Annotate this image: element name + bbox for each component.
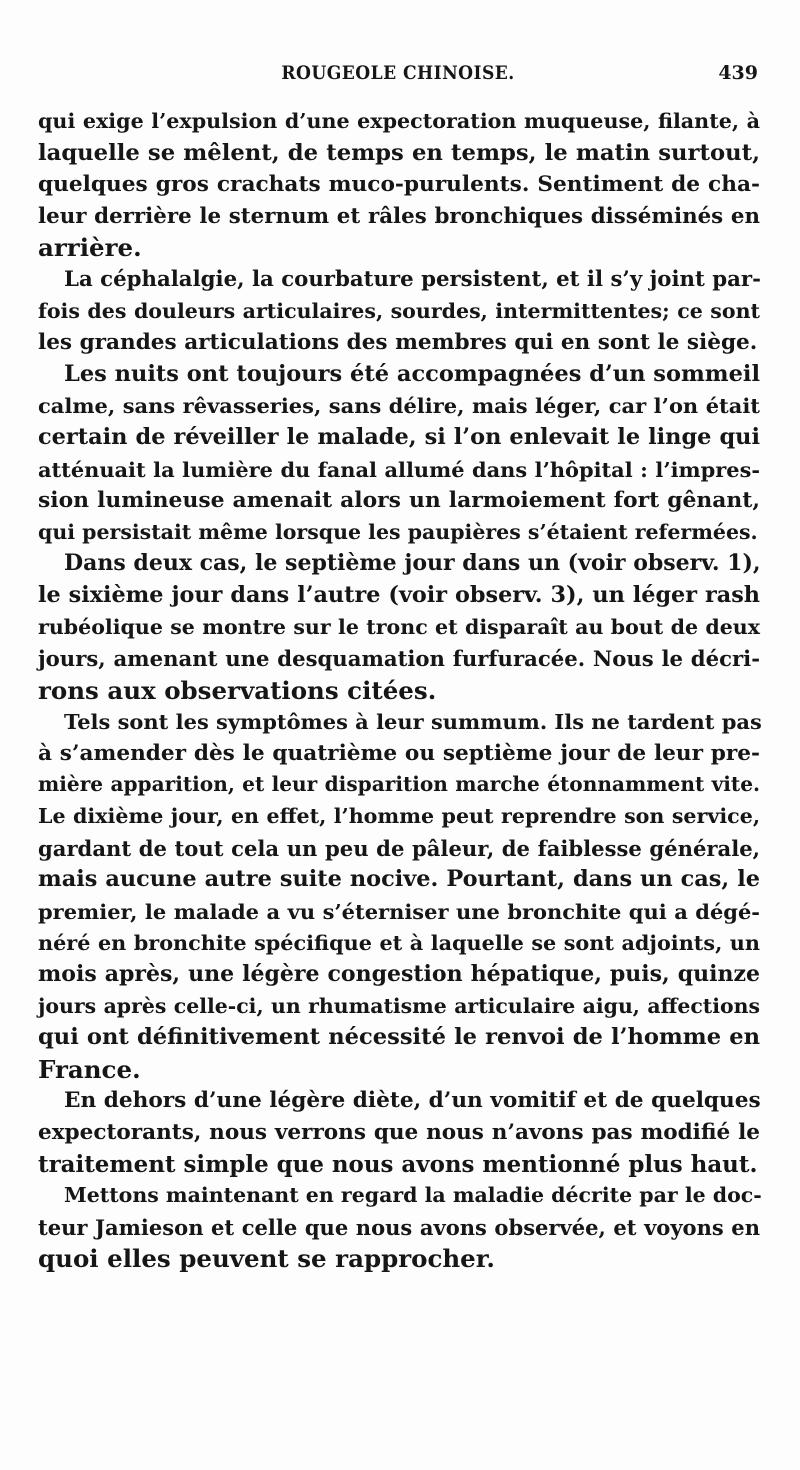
text-line: Le dixième jour, en effet, l’homme peut reprendre son service, xyxy=(38,804,760,829)
text-line: qui exige l’expulsion d’une expectoration muqueuse, filante, à xyxy=(38,109,760,133)
text-line: expectorants, nous verrons que nous n’avons pas modifié le xyxy=(38,1120,760,1145)
text-line: atténuait la lumière du fanal allumé dans l’hôpital : l’impres- xyxy=(38,456,760,482)
text-line: quoi elles peuvent se rapprocher. xyxy=(38,1244,495,1274)
text-line: En dehors d’une légère diète, d’un vomitif et de quelques xyxy=(64,1088,761,1114)
text-line: laquelle se mêlent, de temps en temps, le matin surtout, xyxy=(38,139,760,166)
text-line: France. xyxy=(38,1054,141,1084)
text-line: qui ont définitivement nécessité le renvoi de l’homme en xyxy=(38,1024,760,1051)
body-text xyxy=(38,106,760,1275)
text-line: qui persistait même lorsque les paupières s’étaient refermées. xyxy=(38,519,758,544)
text-line: Tels sont les symptômes à leur summum. Ils ne tardent pas xyxy=(64,709,762,735)
text-line: à s’amender dès le quatrième ou septième jour de leur pre- xyxy=(38,740,760,766)
text-line: Dans deux cas, le septième jour dans un (voir observ. 1), xyxy=(64,550,761,577)
text-line: Les nuits ont toujours été accompagnées d’un sommeil xyxy=(64,360,761,387)
running-head xyxy=(38,62,758,96)
text-line: teur Jamieson et celle que nous avons observée, et voyons en xyxy=(38,1214,760,1240)
running-title: ROUGEOLE CHINOISE. xyxy=(281,62,515,84)
text-line: Mettons maintenant en regard la maladie décrite par le doc- xyxy=(64,1183,762,1208)
text-line: rons aux observations citées. xyxy=(38,675,437,705)
text-line: premier, le malade a vu s’éterniser une bronchite qui a dégé- xyxy=(38,898,760,924)
text-line: quelques gros crachats muco-purulents. Sentiment de cha- xyxy=(38,172,760,198)
text-line: sion lumineuse amenait alors un larmoiement fort gênant, xyxy=(38,487,760,514)
text-line: les grandes articulations des membres qui en sont le siège. xyxy=(38,330,758,356)
text-line: certain de réveiller le malade, si l’on enlevait le linge qui xyxy=(38,423,760,450)
text-line: mois après, une légère congestion hépatique, puis, quinze xyxy=(38,961,760,988)
text-line: leur derrière le sternum et râles bronchiques disséminés en xyxy=(38,203,760,229)
text-line: traitement simple que nous avons mentionné plus haut. xyxy=(38,1150,758,1178)
text-line: jours, amenant une desquamation furfuracée. Nous le décri- xyxy=(38,646,760,672)
text-line: néré en bronchite spécifique et à laquelle se sont adjoints, un xyxy=(38,930,760,956)
page-number: 439 xyxy=(718,62,758,84)
text-line: mais aucune autre suite nocive. Pourtant, dans un cas, le xyxy=(38,866,760,893)
text-line: le sixième jour dans l’autre (voir observ. 3), un léger rash xyxy=(38,581,760,608)
text-line: gardant de tout cela un peu de pâleur, de faiblesse générale, xyxy=(38,835,760,861)
text-line: calme, sans rêvasseries, sans délire, mais léger, car l’on était xyxy=(38,393,760,419)
text-line: La céphalalgie, la courbature persistent, et il s’y joint par- xyxy=(64,266,761,292)
text-line: mière apparition, et leur disparition marche étonnamment vite. xyxy=(38,772,760,797)
text-line: jours après celle-ci, un rhumatisme articulaire aigu, affections xyxy=(38,993,760,1018)
text-line: fois des douleurs articulaires, sourdes, intermittentes; ce sont xyxy=(38,298,760,323)
text-line: rubéolique se montre sur le tronc et disparaît au bout de deux xyxy=(38,614,760,639)
text-line: arrière. xyxy=(38,233,142,263)
